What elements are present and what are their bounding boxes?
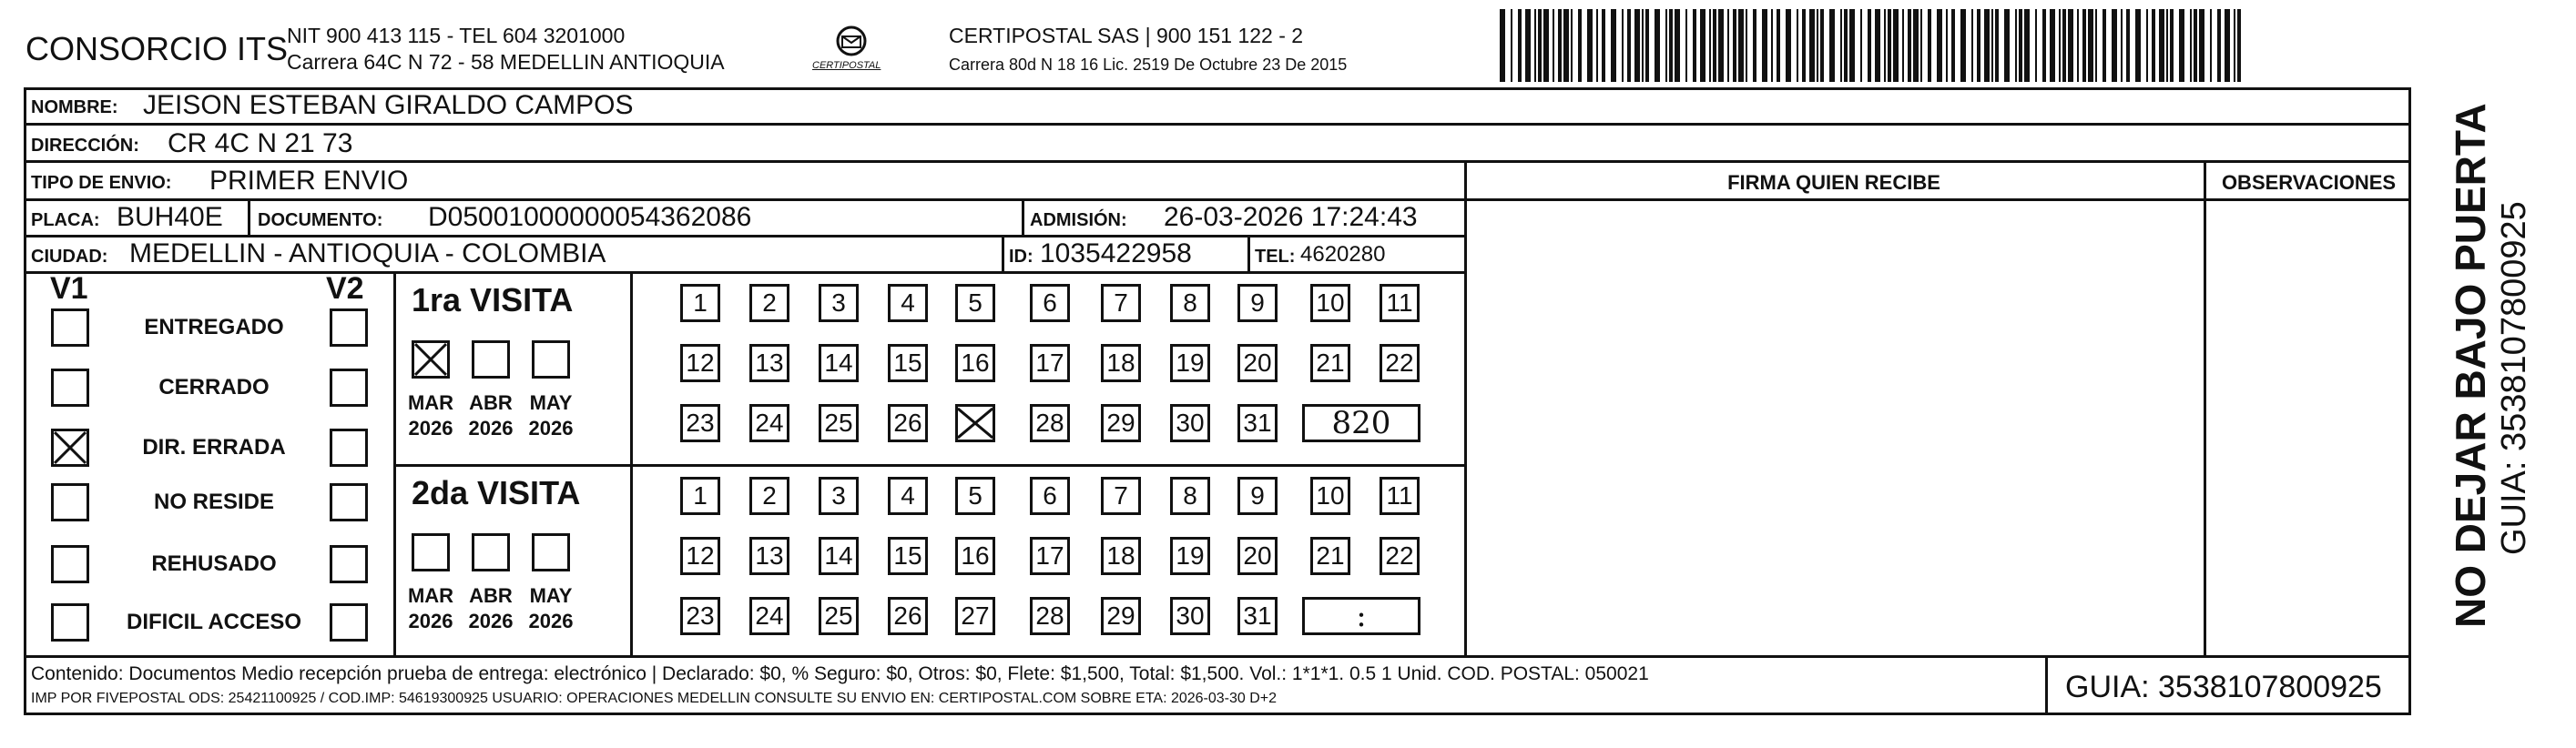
- day-box-14[interactable]: 14: [819, 537, 859, 575]
- day-box-5[interactable]: 5: [955, 284, 995, 322]
- documento-label: DOCUMENTO:: [258, 210, 383, 230]
- id-value: 1035422958: [1040, 238, 1192, 268]
- month-checkbox[interactable]: [532, 340, 570, 379]
- month-checkbox[interactable]: [412, 533, 450, 571]
- day-box-3[interactable]: 3: [819, 284, 859, 322]
- day-box-10[interactable]: 10: [1310, 284, 1350, 322]
- day-box-29[interactable]: 29: [1101, 404, 1141, 442]
- day-box-8[interactable]: 8: [1170, 284, 1210, 322]
- admision-label: ADMISIÓN:: [1030, 210, 1127, 230]
- day-box-24[interactable]: 24: [749, 404, 789, 442]
- nombre-value: JEISON ESTEBAN GIRALDO CAMPOS: [143, 90, 634, 120]
- status-label: REHUSADO: [151, 551, 277, 576]
- day-box-18[interactable]: 18: [1101, 537, 1141, 575]
- status-v1-checkbox[interactable]: [51, 429, 89, 467]
- ciudad-value: MEDELLIN - ANTIOQUIA - COLOMBIA: [129, 238, 606, 268]
- no-dejar-warning: NO DEJAR BAJO PUERTA: [2447, 103, 2494, 628]
- day-box-12[interactable]: 12: [680, 537, 720, 575]
- month-year: 2026: [528, 610, 574, 632]
- company-address: Carrera 64C N 72 - 58 MEDELLIN ANTIOQUIA: [287, 50, 725, 74]
- placa-label: PLACA:: [31, 210, 100, 230]
- v1-label: V1: [50, 271, 88, 306]
- day-box-11[interactable]: 11: [1380, 284, 1420, 322]
- month-year: 2026: [408, 417, 453, 440]
- direccion-label: DIRECCIÓN:: [31, 136, 139, 156]
- admision-value: 26-03-2026 17:24:43: [1164, 202, 1418, 232]
- month-year: 2026: [468, 610, 514, 632]
- firma-header: FIRMA QUIEN RECIBE: [1727, 171, 1940, 194]
- status-label: CERRADO: [158, 375, 270, 399]
- courier-name: CERTIPOSTAL SAS | 900 151 122 - 2: [949, 24, 1304, 47]
- month-label: ABR: [469, 584, 513, 607]
- day-box-2[interactable]: 2: [749, 284, 789, 322]
- status-label: DIR. ERRADA: [142, 435, 286, 460]
- day-box-21[interactable]: 21: [1310, 344, 1350, 382]
- day-box-3[interactable]: 3: [819, 477, 859, 515]
- month-checkbox[interactable]: [412, 340, 450, 379]
- day-box-31[interactable]: 31: [1237, 404, 1278, 442]
- day-box-17[interactable]: 17: [1030, 344, 1070, 382]
- status-v1-checkbox[interactable]: [51, 483, 89, 521]
- day-box-25[interactable]: 25: [819, 597, 859, 635]
- day-box-23[interactable]: 23: [680, 597, 720, 635]
- status-label: NO RESIDE: [153, 490, 275, 514]
- status-v1-checkbox[interactable]: [51, 545, 89, 583]
- day-box-8[interactable]: 8: [1170, 477, 1210, 515]
- company-nit: NIT 900 413 115 - TEL 604 3201000: [287, 24, 626, 47]
- id-label: ID:: [1009, 247, 1033, 267]
- barcode: [1498, 9, 2245, 82]
- day-box-27[interactable]: 27: [955, 597, 995, 635]
- status-v2-checkbox[interactable]: [330, 545, 368, 583]
- month-checkbox[interactable]: [532, 533, 570, 571]
- status-v1-checkbox[interactable]: [51, 308, 89, 347]
- day-box-7[interactable]: 7: [1101, 477, 1141, 515]
- month-label: MAY: [529, 391, 573, 414]
- company-name: CONSORCIO ITS: [25, 30, 289, 67]
- month-label: MAR: [407, 391, 454, 414]
- direccion-value: CR 4C N 21 73: [168, 128, 353, 158]
- day-box-27[interactable]: [955, 404, 995, 442]
- visit-title: 2da VISITA: [412, 474, 581, 511]
- status-v1-checkbox[interactable]: [51, 369, 89, 407]
- day-box-26[interactable]: 26: [888, 597, 928, 635]
- day-box-5[interactable]: 5: [955, 477, 995, 515]
- month-year: 2026: [408, 610, 453, 632]
- tipo-envio-value: PRIMER ENVIO: [209, 166, 409, 196]
- visit-title: 1ra VISITA: [412, 281, 574, 318]
- day-box-23[interactable]: 23: [680, 404, 720, 442]
- day-box-16[interactable]: 16: [955, 344, 995, 382]
- day-box-29[interactable]: 29: [1101, 597, 1141, 635]
- day-box-25[interactable]: 25: [819, 404, 859, 442]
- tel-value: 4620280: [1300, 242, 1386, 267]
- status-v2-checkbox[interactable]: [330, 369, 368, 407]
- day-box-26[interactable]: 26: [888, 404, 928, 442]
- v2-label: V2: [326, 271, 364, 306]
- month-checkbox[interactable]: [472, 533, 510, 571]
- day-box-1[interactable]: 1: [680, 284, 720, 322]
- status-v2-checkbox[interactable]: [330, 429, 368, 467]
- month-label: MAR: [407, 584, 454, 607]
- documento-value: D05001000000054362086: [428, 202, 752, 232]
- day-box-24[interactable]: 24: [749, 597, 789, 635]
- tel-label: TEL:: [1255, 247, 1296, 267]
- day-box-13[interactable]: 13: [749, 344, 789, 382]
- day-box-4[interactable]: 4: [888, 284, 928, 322]
- footer-imp: IMP POR FIVEPOSTAL ODS: 25421100925 / COD.IMP: 54619300925 USUARIO: OPERACIONES MEDELLIN CONSULTE SU ENVIO EN: CERTIPOSTAL.COM SOBRE ETA: 2026-03-30 D+2: [31, 691, 1278, 706]
- day-box-6[interactable]: 6: [1030, 477, 1070, 515]
- day-box-15[interactable]: 15: [888, 344, 928, 382]
- day-box-28[interactable]: 28: [1030, 404, 1070, 442]
- day-box-30[interactable]: 30: [1170, 404, 1210, 442]
- status-v2-checkbox[interactable]: [330, 483, 368, 521]
- barcode-graphic: [1498, 9, 2245, 82]
- day-box-21[interactable]: 21: [1310, 537, 1350, 575]
- day-box-7[interactable]: 7: [1101, 284, 1141, 322]
- day-box-1[interactable]: 1: [680, 477, 720, 515]
- day-box-4[interactable]: 4: [888, 477, 928, 515]
- footer-contenido: Contenido: Documentos Medio recepción prueba de entrega: electrónico | Declarado: $0, % Seguro: $0, Otros: $0, Flete: $1,500, Total: $1,500. Vol.: 1*1*1. 0.5 1 Unid. COD. POSTAL: 050021: [31, 663, 1649, 684]
- status-v2-checkbox[interactable]: [330, 603, 368, 642]
- observaciones-header: OBSERVACIONES: [2221, 171, 2397, 194]
- day-box-22[interactable]: 22: [1380, 344, 1420, 382]
- day-box-22[interactable]: 22: [1380, 537, 1420, 575]
- day-box-30[interactable]: 30: [1170, 597, 1210, 635]
- day-box-31[interactable]: 31: [1237, 597, 1278, 635]
- day-box-15[interactable]: 15: [888, 537, 928, 575]
- month-year: 2026: [528, 417, 574, 440]
- status-v2-checkbox[interactable]: [330, 308, 368, 347]
- footer-guia: GUIA: 3538107800925: [2065, 670, 2382, 704]
- day-box-11[interactable]: 11: [1380, 477, 1420, 515]
- day-box-19[interactable]: 19: [1170, 537, 1210, 575]
- month-year: 2026: [468, 417, 514, 440]
- day-box-10[interactable]: 10: [1310, 477, 1350, 515]
- visit-time-box[interactable]: :: [1302, 597, 1420, 635]
- day-box-9[interactable]: 9: [1237, 284, 1278, 322]
- month-checkbox[interactable]: [472, 340, 510, 379]
- month-label: ABR: [469, 391, 513, 414]
- placa-value: BUH40E: [117, 202, 223, 232]
- day-box-12[interactable]: 12: [680, 344, 720, 382]
- logo-text: CERTIPOSTAL: [812, 60, 881, 71]
- day-box-9[interactable]: 9: [1237, 477, 1278, 515]
- day-box-20[interactable]: 20: [1237, 537, 1278, 575]
- day-box-17[interactable]: 17: [1030, 537, 1070, 575]
- tipo-envio-label: TIPO DE ENVIO:: [31, 173, 172, 193]
- month-label: MAY: [529, 584, 573, 607]
- day-box-19[interactable]: 19: [1170, 344, 1210, 382]
- side-guia: GUIA: 3538107800925: [2495, 201, 2533, 555]
- status-label: DIFICIL ACCESO: [126, 610, 301, 634]
- courier-address: Carrera 80d N 18 16 Lic. 2519 De Octubre 23 De 2015: [949, 56, 1348, 74]
- day-box-13[interactable]: 13: [749, 537, 789, 575]
- day-box-14[interactable]: 14: [819, 344, 859, 382]
- day-box-28[interactable]: 28: [1030, 597, 1070, 635]
- day-box-18[interactable]: 18: [1101, 344, 1141, 382]
- day-box-6[interactable]: 6: [1030, 284, 1070, 322]
- certipostal-logo: [810, 23, 892, 77]
- day-box-20[interactable]: 20: [1237, 344, 1278, 382]
- day-box-2[interactable]: 2: [749, 477, 789, 515]
- visit-time-box[interactable]: 820: [1302, 404, 1420, 442]
- nombre-label: NOMBRE:: [31, 97, 118, 117]
- status-v1-checkbox[interactable]: [51, 603, 89, 642]
- ciudad-label: CIUDAD:: [31, 247, 108, 267]
- status-label: ENTREGADO: [144, 315, 284, 339]
- day-box-16[interactable]: 16: [955, 537, 995, 575]
